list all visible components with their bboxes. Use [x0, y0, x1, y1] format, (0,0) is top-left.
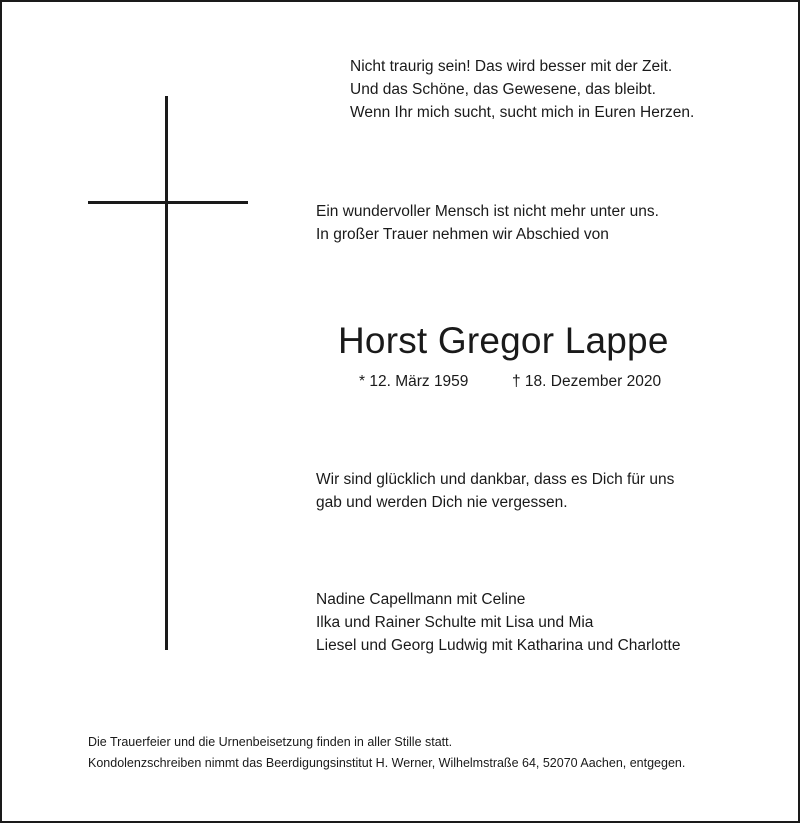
deceased-name: Horst Gregor Lappe [338, 320, 669, 361]
thanks-line: gab und werden Dich nie vergessen. [316, 494, 568, 511]
poem-line: Und das Schöne, das Gewesene, das bleibt. [350, 81, 656, 98]
footer-line: Die Trauerfeier und die Urnenbeisetzung finden in aller Stille statt. [88, 735, 453, 749]
birth-date: * 12. März 1959 [359, 373, 469, 390]
cross-icon [165, 96, 168, 650]
poem-line: Wenn Ihr mich sucht, sucht mich in Euren Herzen. [350, 104, 695, 121]
cross-icon-crossbar [88, 201, 248, 204]
mourner-entry: Ilka und Rainer Schulte mit Lisa und Mia [316, 614, 594, 631]
poem-line: Nicht traurig sein! Das wird besser mit der Zeit. [350, 58, 673, 75]
mourner-entry: Nadine Capellmann mit Celine [316, 591, 526, 608]
footer-line: Kondolenzschreiben nimmt das Beerdigungsinstitut H. Werner, Wilhelmstraße 64, 52070 Aachen, entgegen. [88, 756, 686, 770]
intro-text [316, 200, 659, 246]
mourners-list [316, 588, 680, 657]
thanks-text [316, 468, 674, 514]
mourner-entry: Liesel und Georg Ludwig mit Katharina und Charlotte [316, 637, 681, 654]
intro-line: In großer Trauer nehmen wir Abschied von [316, 226, 609, 243]
death-date: † 18. Dezember 2020 [512, 373, 662, 390]
footer-notice [88, 732, 685, 774]
intro-line: Ein wundervoller Mensch ist nicht mehr unter uns. [316, 203, 659, 220]
thanks-line: Wir sind glücklich und dankbar, dass es Dich für uns [316, 471, 675, 488]
poem [350, 55, 694, 124]
